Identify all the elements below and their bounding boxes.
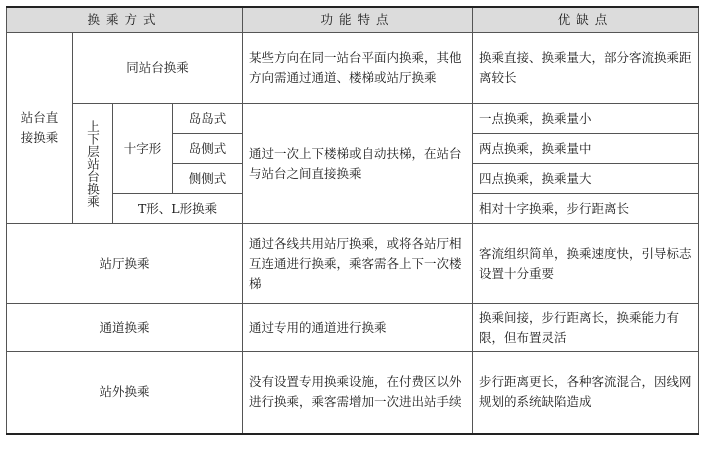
header-pros-cons: 优缺点: [473, 7, 699, 33]
passage-transfer-pros-cons: 换乘间接，步行距离长，换乘能力有限，但布置灵活: [473, 304, 699, 352]
same-platform-feature: 某些方向在同一站台平面内换乘，其他方向需通过通道、楼梯或站厅换乘: [243, 33, 473, 104]
updown-feature: 通过一次上下楼梯或自动扶梯，在站台与站台之间直接换乘: [243, 104, 473, 224]
hall-transfer-name: 站厅换乘: [7, 224, 243, 304]
cross-label: 十字形: [113, 104, 173, 194]
table-row: [7, 33, 699, 104]
outside-transfer-name: 站外换乘: [7, 352, 243, 434]
table-row: [7, 224, 699, 304]
header-row: [7, 7, 699, 33]
table-row: [7, 304, 699, 352]
cross-type-name: 侧侧式: [173, 164, 243, 194]
cross-type-name: 岛侧式: [173, 134, 243, 164]
header-feature: 功能特点: [243, 7, 473, 33]
updown-platform-label: 上下层站台换乘: [73, 104, 113, 224]
outside-transfer-pros-cons: 步行距离更长，各种客流混合，因线网规划的系统缺陷造成: [473, 352, 699, 434]
table-row: [7, 352, 699, 434]
cross-type-pros-cons: 两点换乘，换乘量中: [473, 134, 699, 164]
passage-transfer-name: 通道换乘: [7, 304, 243, 352]
outside-transfer-feature: 没有设置专用换乘设施，在付费区以外进行换乘，乘客需增加一次进出站手续: [243, 352, 473, 434]
table-row: [7, 104, 699, 134]
tl-transfer-pros-cons: 相对十字换乘，步行距离长: [473, 194, 699, 224]
header-mode: 换乘方式: [7, 7, 243, 33]
cross-type-pros-cons: 一点换乘，换乘量小: [473, 104, 699, 134]
passage-transfer-feature: 通过专用的通道进行换乘: [243, 304, 473, 352]
direct-transfer-label: 站台直接换乘: [7, 33, 73, 224]
same-platform-pros-cons: 换乘直接、换乘量大，部分客流换乘距离较长: [473, 33, 699, 104]
cross-type-pros-cons: 四点换乘，换乘量大: [473, 164, 699, 194]
transfer-mode-table: [6, 6, 699, 435]
same-platform-name: 同站台换乘: [73, 33, 243, 104]
cross-type-name: 岛岛式: [173, 104, 243, 134]
hall-transfer-feature: 通过各线共用站厅换乘，或将各站厅相互连通进行换乘，乘客需各上下一次楼梯: [243, 224, 473, 304]
hall-transfer-pros-cons: 客流组织简单，换乘速度快，引导标志设置十分重要: [473, 224, 699, 304]
tl-transfer-name: T形、L形换乘: [113, 194, 243, 224]
